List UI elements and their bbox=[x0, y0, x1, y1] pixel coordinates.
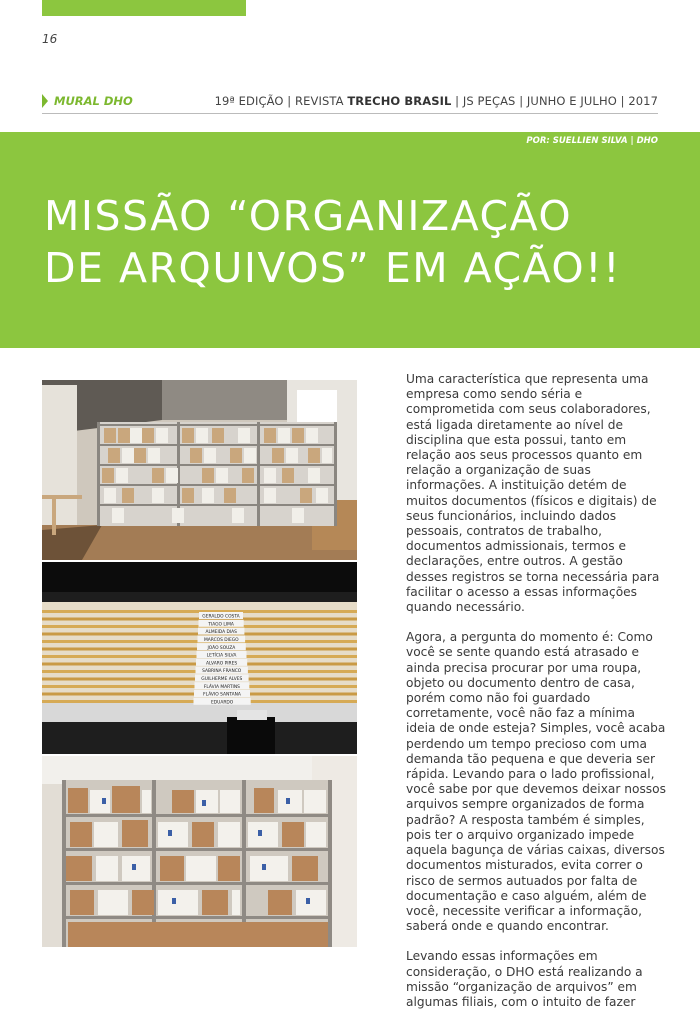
page-number: 16 bbox=[42, 32, 58, 46]
paragraph-2: Agora, a pergunta do momento é: Como você se sente quando está atrasado e ainda precisa procurar por uma roupa, objeto ou documento dentro de casa, porém como não foi guardado corretamente, você não faz a mínima ideia de onde esteja? Simples, você acaba perdendo um tempo precioso com uma demanda tão pequena e que deveria ser rápida. Levando para o lado profissional, você sabe por que devemos deixar nossos arquivos sempre organizados de forma padrão? A resposta também é simples, pois ter o arquivo organizado impede aquela bagunça de várias caixas, diversos documentos misturados, evita correr o risco de sermos autuados por falta de documentação e caso alguém, além de você, necessite verificar a informação, saberá onde e quando encontrar. bbox=[406, 630, 666, 934]
folder-tab-label: FLÁVIA MARTINS bbox=[203, 684, 240, 690]
folder-tab bbox=[197, 651, 247, 659]
folder-tab bbox=[195, 682, 250, 690]
folder-tab-label: EDUARDO bbox=[210, 700, 234, 706]
title-line-1: MISSÃO “ORGANIZAÇÃO bbox=[44, 192, 573, 240]
top-accent-bar bbox=[42, 0, 246, 16]
section-tag bbox=[42, 94, 133, 108]
folder-tab-label: MARCOS DIEGO bbox=[203, 638, 239, 643]
folder-tab-label: GERALDO COSTA bbox=[202, 614, 240, 620]
header-divider bbox=[42, 113, 658, 114]
folder-tab bbox=[194, 690, 250, 698]
folder-tab bbox=[196, 659, 247, 667]
edition-line bbox=[215, 94, 658, 108]
paragraph-3: Levando essas informações em consideração, o DHO está realizando a missão “organização de arquivos” em algumas filiais, com o intuito de fazer bbox=[406, 949, 643, 1009]
article-body bbox=[406, 372, 666, 1025]
paragraph-1: Uma característica que representa uma empresa como sendo séria e comprometida com seus colaboradores, está ligada diretamente ao nível de disciplina que esta possui, tanto em relação aos seus processos quanto em relação a organização de suas informações. A instituição detém de muitos documentos (físicos e digitais) de seus funcionários, incluindo dados pessoais, contratos de trabalho, documentos admissionais, termos e declarações, entre outros. A gestão desses registros se torna necessária para facilitar o acesso a essas informações quando necessário. bbox=[406, 372, 660, 615]
photo-document-shelves-image bbox=[42, 756, 357, 947]
folder-tab-label: TIAGO LIMA bbox=[208, 622, 234, 628]
folder-tab bbox=[198, 635, 246, 643]
folder-tab-label: FLÁVIO SANTANA bbox=[203, 692, 241, 698]
edition-post: | JS PEÇAS | JUNHO E JULHO | 2017 bbox=[451, 94, 658, 108]
title-banner bbox=[0, 132, 700, 348]
folder-tab-label: ALMEIDA DIAS bbox=[205, 630, 237, 636]
title-line-2: DE ARQUIVOS” EM AÇÃO!! bbox=[44, 244, 622, 292]
photo-archive-room-image bbox=[42, 380, 357, 560]
photo-archive-room bbox=[42, 380, 357, 560]
folder-tab bbox=[198, 628, 244, 636]
photo-document-shelves bbox=[42, 756, 357, 947]
folder-tab-label: ALVARO PIRES bbox=[206, 661, 238, 667]
folder-tab bbox=[199, 620, 244, 628]
folder-tab-label: SABRINA FRANCO bbox=[202, 669, 242, 675]
edition-pre: 19ª EDIÇÃO | REVISTA bbox=[214, 94, 348, 108]
folder-tab bbox=[199, 612, 243, 620]
folder-tab bbox=[197, 643, 246, 651]
folder-tab-label: GUILHERME ALVES bbox=[201, 677, 243, 682]
folder-tab bbox=[195, 674, 249, 682]
folder-tab bbox=[196, 667, 248, 675]
byline: POR: SUELLIEN SILVA | DHO bbox=[526, 136, 658, 146]
article-title bbox=[44, 190, 621, 294]
edition-brand: TRECHO BRASIL bbox=[347, 94, 452, 108]
triangle-icon bbox=[42, 94, 48, 108]
folder-tab bbox=[194, 698, 251, 706]
folder-tab-label: JOÃO SOUZA bbox=[207, 645, 236, 651]
photo-hanging-folders-image bbox=[42, 562, 357, 754]
photo-hanging-folders bbox=[42, 562, 357, 754]
folder-tab-label: LETÍCIA SILVA bbox=[206, 653, 237, 659]
section-label: MURAL DHO bbox=[54, 94, 133, 108]
